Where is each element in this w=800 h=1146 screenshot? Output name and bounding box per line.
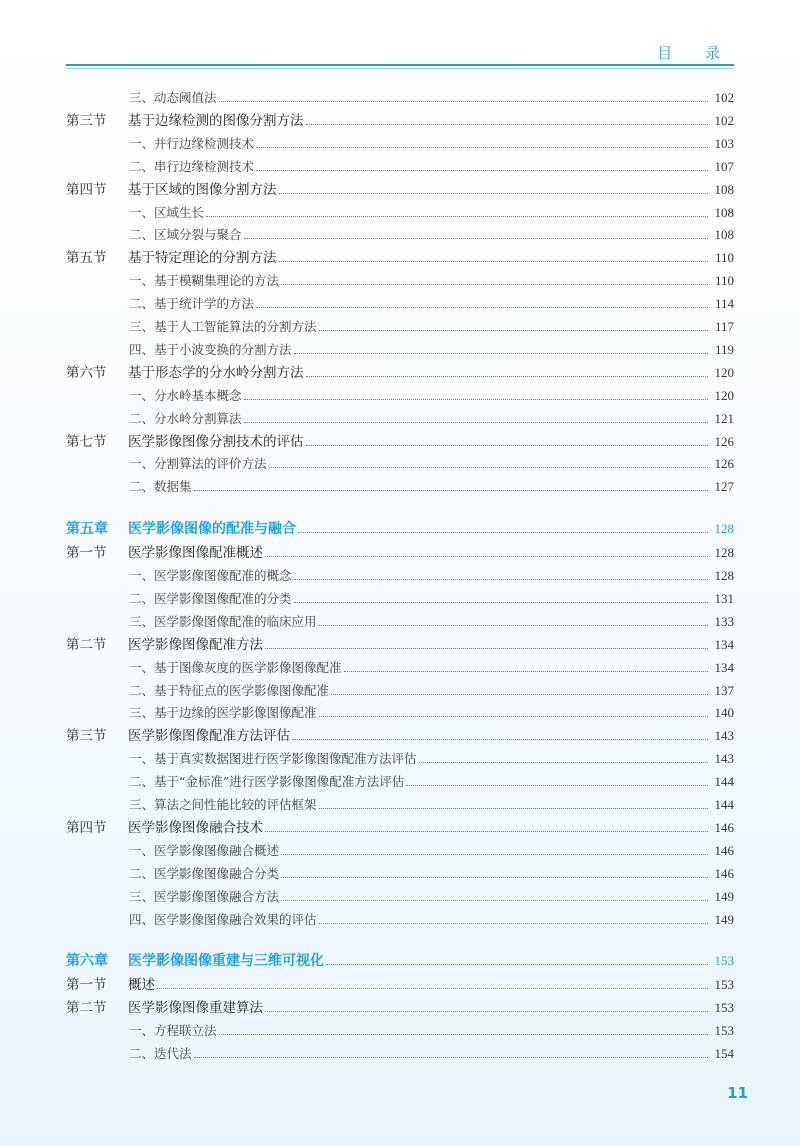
toc-entry-page: 103 [714,135,734,151]
toc-entry-title: 基于形态学的分水岭分割方法 [128,364,304,381]
toc-entry-number: 第五章 [66,521,108,538]
toc-entry-title: 二、分水岭分割算法 [129,410,242,426]
toc-subsection [0,793,800,815]
toc-entry-page: 137 [714,682,734,698]
toc-entry-number: 第六节 [66,364,107,381]
toc-entry-title: 二、基于“金标准”进行医学影像图像配准方法评估 [129,774,405,790]
toc-leader-dots [306,376,709,377]
toc-entry-title: 基于区域的图像分割方法 [128,181,277,198]
toc-entry-number: 第四节 [66,181,107,198]
toc-entry-title: 基于边缘检测的图像分割方法 [128,112,304,129]
toc-entry-page: 146 [714,819,734,835]
toc-entry-title: 一、医学影像图像配准的概念 [129,568,292,583]
toc-leader-dots [265,648,708,649]
toc-entry-title: 二、基于特征点的医学影像图像配准 [129,682,330,698]
toc-leader-dots [306,124,709,125]
toc-entry-page: 143 [714,751,734,767]
toc-entry-title: 一、医学影像图像融合概述 [129,842,280,858]
toc-entry-page: 127 [714,479,734,495]
toc-entry-page: 117 [714,319,734,334]
toc-entry-title: 三、医学影像图像配准的临床应用 [129,613,317,629]
toc-leader-dots [331,694,708,695]
toc-entry-title: 二、医学影像图像配准的分类 [129,590,292,606]
toc-subsection [0,201,800,223]
toc-entry-page: 128 [714,545,734,561]
toc-entry-number: 第二节 [66,636,107,653]
page-number: 11 [727,1084,748,1102]
toc-entry-page: 134 [714,636,734,652]
toc-entry-title: 概述 [128,977,155,994]
toc-entry-page: 149 [714,911,734,927]
toc-subsection [0,292,800,314]
toc-leader-dots [244,399,708,400]
toc-section [0,178,800,200]
toc-entry-number: 第二节 [66,1000,107,1017]
toc-entry-title: 一、区域生长 [129,204,205,220]
toc-subsection [0,407,800,429]
toc-leader-dots [219,101,708,102]
toc-entry-page: 128 [714,521,734,537]
toc-section [0,246,800,268]
toc-entry-title: 二、区域分裂与聚合 [129,227,242,243]
toc-entry-title: 医学影像图像配准概述 [128,545,263,562]
toc-subsection [0,587,800,609]
toc-entry-page: 140 [714,705,734,721]
toc-entry-title: 医学影像图像配准方法 [128,636,263,653]
toc-entry-page: 128 [714,568,734,583]
toc-subsection [0,770,800,792]
toc-subsection [0,908,800,930]
toc-leader-dots [265,831,708,832]
toc-leader-dots [206,216,708,217]
toc-leader-dots [292,739,708,740]
toc-entry-page: 144 [714,774,734,790]
toc-entry-number: 第三节 [66,728,107,745]
toc-subsection [0,610,800,632]
toc-leader-dots [294,579,708,580]
toc-subsection [0,452,800,474]
toc-section [0,816,800,838]
toc-leader-dots [256,170,708,171]
toc-subsection [0,679,800,701]
toc-entry-title: 二、医学影像图像融合分类 [129,865,280,881]
toc-section [0,996,800,1018]
toc-subsection [0,839,800,861]
toc-entry-page: 120 [714,364,734,380]
toc-leader-dots [281,877,708,878]
toc-subsection [0,155,800,177]
toc-entry-number: 第一节 [66,977,107,994]
toc-entry-title: 医学影像图像重建算法 [128,1000,263,1017]
toc-subsection [0,862,800,884]
toc-subsection [0,223,800,245]
toc-entry-page: 133 [714,613,734,629]
toc-section [0,541,800,563]
toc-entry-title: 二、迭代法 [129,1046,192,1061]
toc-entry-page: 144 [714,797,734,812]
toc-entry-page: 153 [714,977,734,993]
toc-entry-title: 一、并行边缘检测技术 [129,135,255,151]
toc-entry-title: 三、医学影像图像融合方法 [129,888,280,904]
toc-entry-title: 三、基于人工智能算法的分割方法 [129,319,317,334]
toc-subsection [0,1019,800,1041]
toc-entry-page: 153 [714,1000,734,1016]
page-header-title: 目 录 [657,44,734,62]
toc-leader-dots [319,923,708,924]
toc-subsection [0,384,800,406]
toc-entry-number: 第六章 [66,953,108,970]
toc-leader-dots [265,556,708,557]
toc-entry-page: 121 [714,410,734,426]
toc-leader-dots [194,490,708,491]
toc-entry-page: 154 [714,1046,734,1061]
toc-entry-title: 三、基于边缘的医学影像图像配准 [129,705,317,721]
header-rule [66,64,734,66]
toc-subsection [0,656,800,678]
toc-entry-title: 二、串行边缘检测技术 [129,158,255,174]
toc-section [0,633,800,655]
toc-section [0,109,800,131]
toc-entry-title: 二、数据集 [129,479,192,495]
toc-leader-dots [344,671,708,672]
toc-subsection [0,269,800,291]
toc-leader-dots [406,785,708,786]
toc-leader-dots [157,988,708,989]
toc-entry-title: 一、分水岭基本概念 [129,387,242,403]
toc-chapter [0,950,800,972]
toc-entry-page: 146 [714,842,734,858]
toc-leader-dots [269,467,708,468]
toc-entry-number: 第一节 [66,545,107,562]
toc-subsection [0,475,800,497]
toc-entry-title: 医学影像图像分割技术的评估 [128,433,304,450]
toc-subsection [0,564,800,586]
toc-entry-page: 126 [714,433,734,449]
toc-entry-title: 一、方程联立法 [129,1023,217,1039]
toc-entry-title: 医学影像图像的配准与融合 [128,521,296,538]
toc-leader-dots [265,1011,708,1012]
toc-entry-title: 医学影像图像配准方法评估 [128,728,290,745]
toc-leader-dots [279,261,709,262]
toc-leader-dots [319,808,708,809]
toc-entry-page: 153 [714,953,734,969]
toc-leader-dots [244,238,708,239]
toc-entry-page: 126 [714,456,734,472]
toc-subsection [0,132,800,154]
toc-leader-dots [281,900,708,901]
toc-entry-page: 102 [714,90,734,105]
toc-entry-title: 四、医学影像图像融合效果的评估 [129,911,317,927]
toc-leader-dots [298,532,708,533]
toc-entry-page: 119 [714,341,734,357]
toc-entry-title: 三、动态阈值法 [129,90,217,105]
toc-entry-page: 108 [714,181,734,197]
toc-entry-page: 110 [714,250,734,266]
toc-entry-page: 149 [714,888,734,904]
toc-entry-number: 第三节 [66,112,107,129]
toc-entry-title: 基于特定理论的分割方法 [128,250,277,267]
toc-leader-dots [281,284,708,285]
toc-subsection [0,86,800,108]
toc-section [0,973,800,995]
toc-leader-dots [281,854,708,855]
toc-subsection [0,747,800,769]
toc-entry-title: 一、分割算法的评价方法 [129,456,267,472]
toc-section [0,430,800,452]
toc-entry-page: 114 [714,296,734,312]
toc-entry-page: 153 [714,1023,734,1039]
toc-leader-dots [319,330,708,331]
toc-entry-page: 120 [714,387,734,403]
header-rule-thin [66,68,734,69]
toc-entry-title: 医学影像图像重建与三维可视化 [128,953,324,970]
toc-leader-dots [244,422,708,423]
toc-subsection [0,885,800,907]
toc-entry-page: 110 [714,273,734,289]
toc-entry-page: 146 [714,865,734,881]
toc-leader-dots [319,716,708,717]
toc-chapter [0,518,800,540]
toc-leader-dots [294,602,708,603]
toc-subsection [0,338,800,360]
toc-entry-page: 108 [714,204,734,220]
toc-entry-title: 三、算法之间性能比较的评估框架 [129,797,317,812]
toc-leader-dots [319,625,708,626]
toc-leader-dots [419,762,708,763]
toc-entry-title: 一、基于真实数据图进行医学影像图像配准方法评估 [129,751,417,767]
toc-entry-title: 二、基于统计学的方法 [129,296,255,312]
toc-leader-dots [279,193,709,194]
toc-entry-page: 131 [714,590,734,606]
toc-subsection [0,701,800,723]
toc-entry-number: 第四节 [66,819,107,836]
toc-section [0,361,800,383]
toc-entry-number: 第七节 [66,433,107,450]
toc-leader-dots [219,1034,708,1035]
toc-entry-page: 108 [714,227,734,243]
toc-entry-page: 143 [714,728,734,744]
toc-leader-dots [194,1057,708,1058]
toc-entry-page: 134 [714,659,734,675]
toc-leader-dots [294,353,708,354]
toc-entry-title: 医学影像图像融合技术 [128,819,263,836]
toc-entry-title: 四、基于小波变换的分割方法 [129,341,292,357]
toc-subsection [0,315,800,337]
toc-leader-dots [256,147,708,148]
toc-subsection [0,1042,800,1064]
toc-leader-dots [306,445,709,446]
toc-entry-page: 107 [714,158,734,174]
toc-entry-title: 一、基于图像灰度的医学影像图像配准 [129,659,342,675]
toc-section [0,724,800,746]
toc-entry-number: 第五节 [66,250,107,267]
toc-leader-dots [326,964,708,965]
toc-leader-dots [256,307,708,308]
toc-entry-page: 102 [714,112,734,128]
toc-entry-title: 一、基于模糊集理论的方法 [129,273,280,289]
